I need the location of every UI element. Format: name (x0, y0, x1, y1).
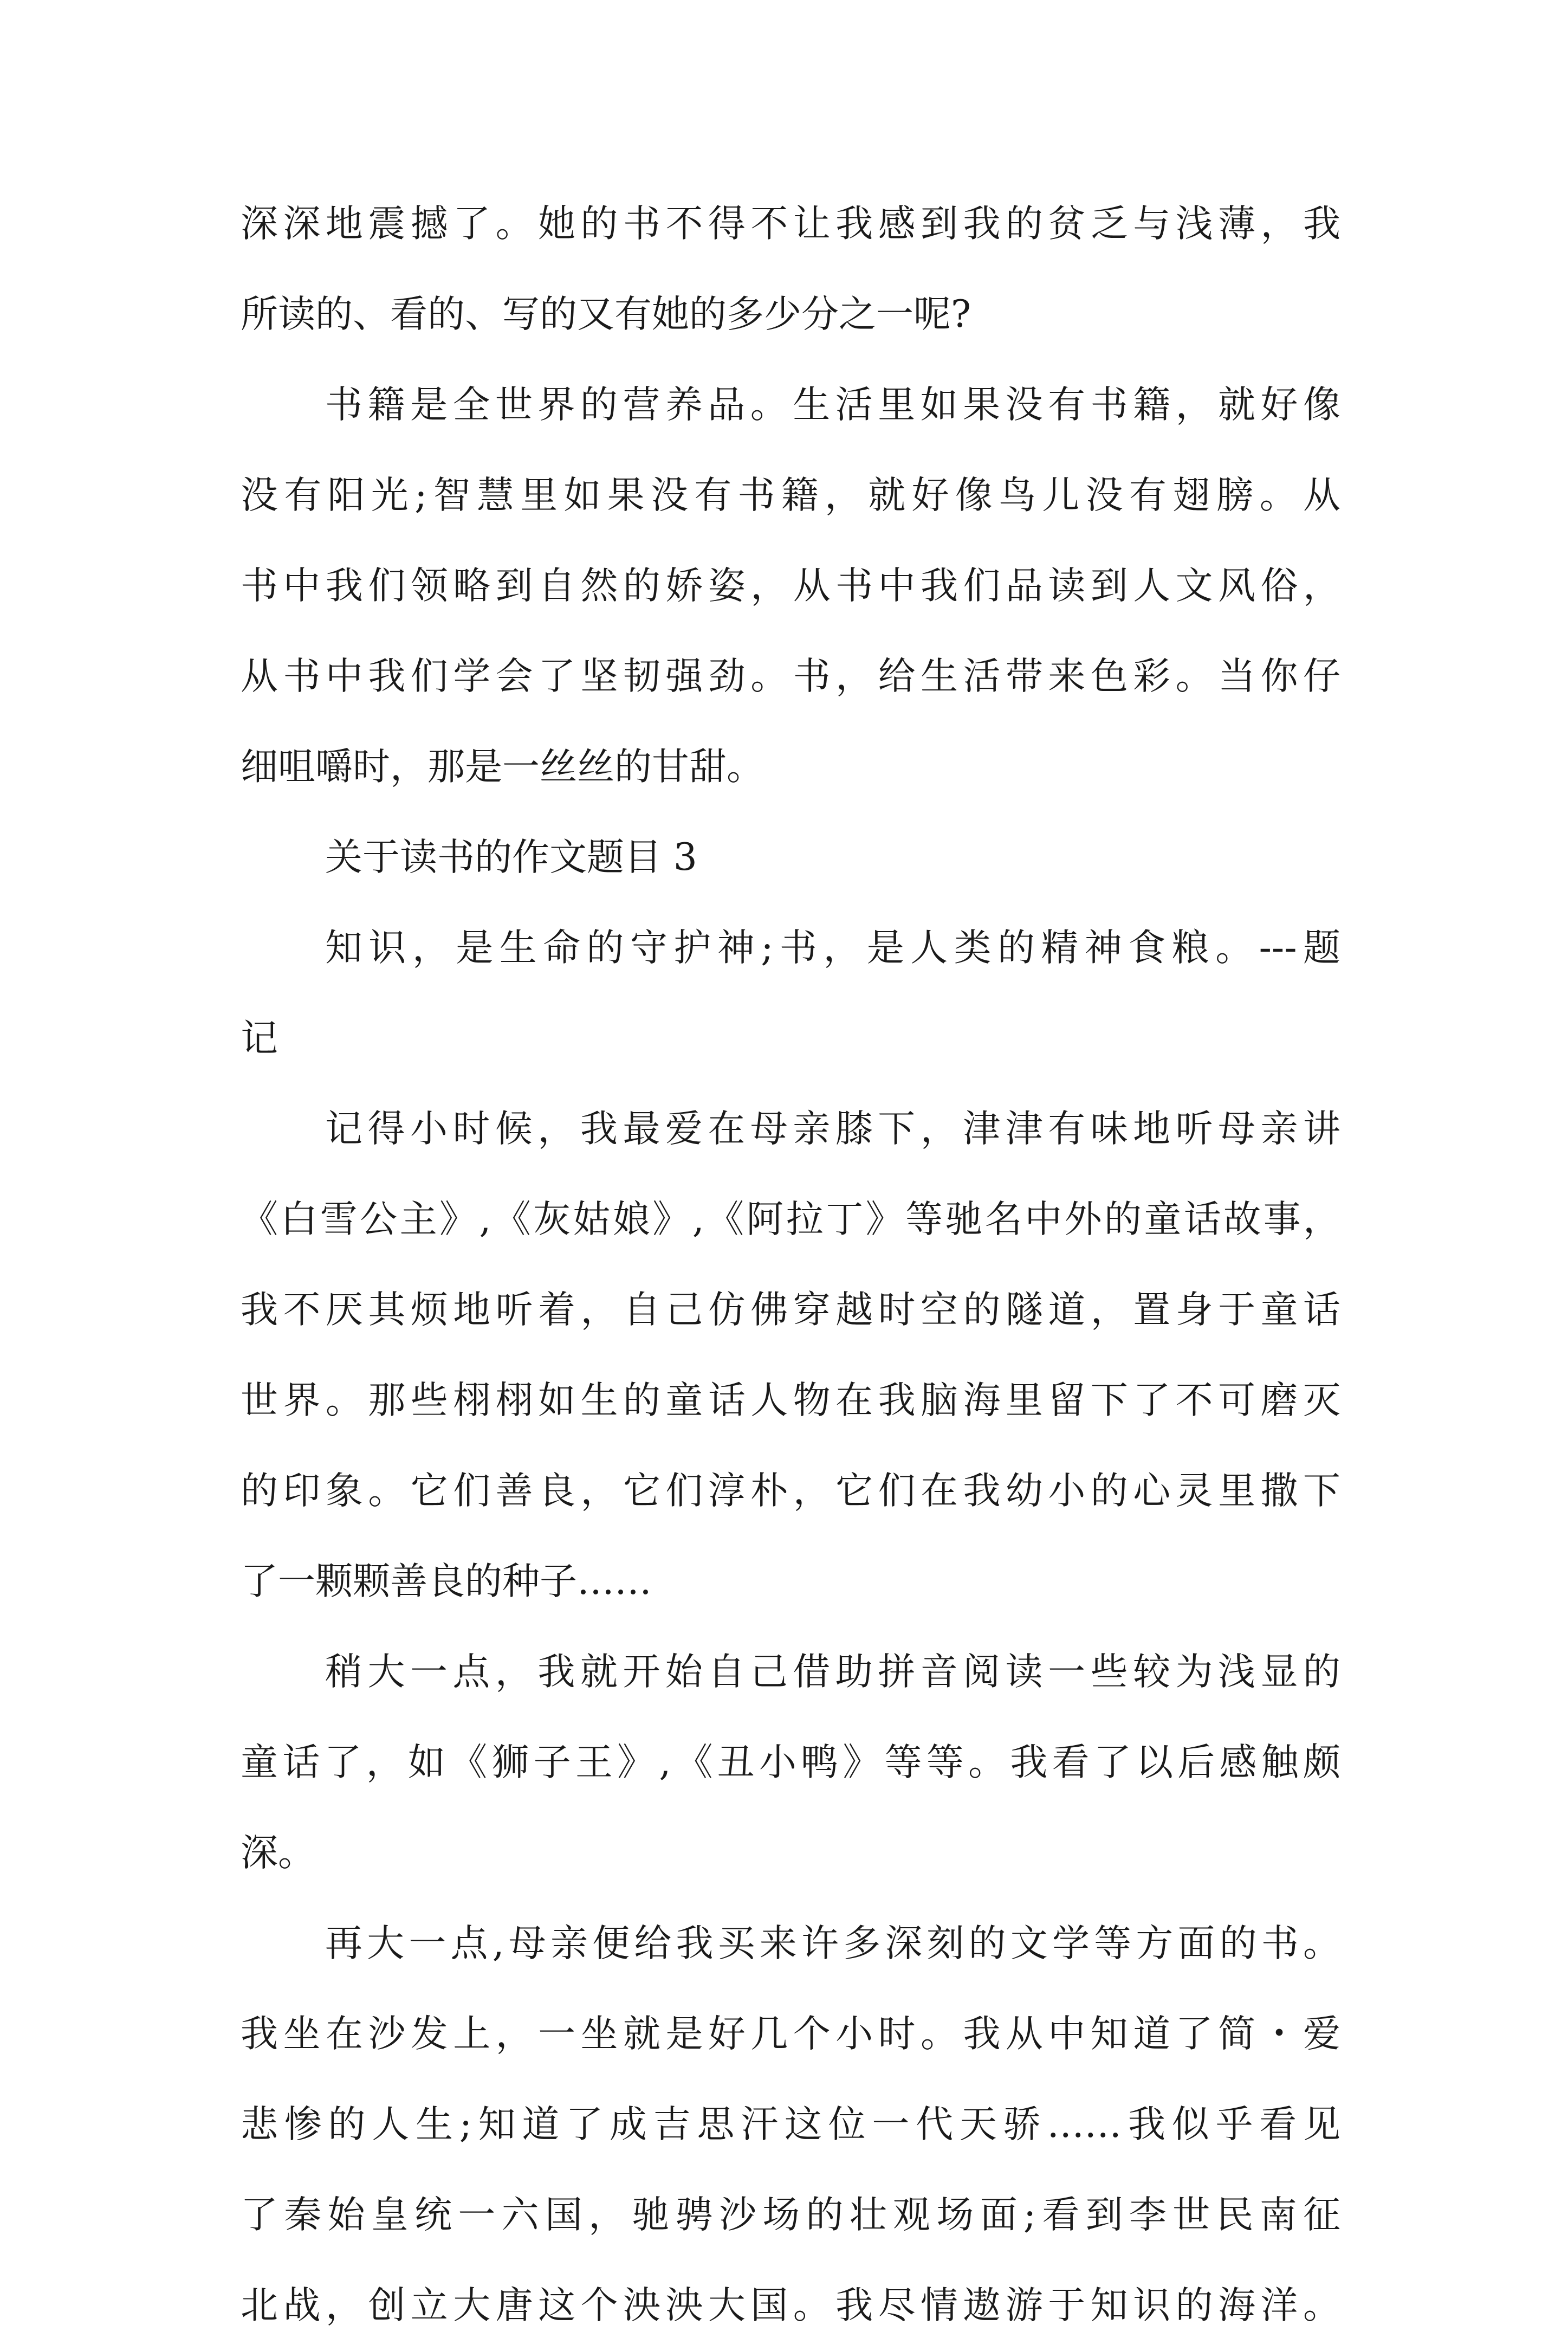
text-line: 了秦始皇统一六国，驰骋沙场的壮观场面;看到李世民南征 (241, 2193, 1340, 2237)
paragraph-first-line: 记得小时候，我最爱在母亲膝下，津津有味地听母亲讲 (325, 1107, 1340, 1151)
text-line: 所读的、看的、写的又有她的多少分之一呢? (241, 293, 971, 336)
text-line: 没有阳光;智慧里如果没有书籍，就好像鸟儿没有翅膀。从 (241, 474, 1340, 517)
paragraph-first-line: 再大一点,母亲便给我买来许多深刻的文学等方面的书。 (325, 1922, 1340, 1965)
text-line: 悲惨的人生;知道了成吉思汗这位一代天骄……我似乎看见 (241, 2103, 1340, 2146)
text-line: 书中我们领略到自然的娇姿，从书中我们品读到人文风俗， (241, 564, 1340, 608)
text-line: 深。 (241, 1831, 315, 1875)
text-line: 世界。那些栩栩如生的童话人物在我脑海里留下了不可磨灭 (241, 1379, 1340, 1422)
paragraph-first-line: 稍大一点，我就开始自己借助拼音阅读一些较为浅显的 (325, 1650, 1340, 1694)
text-line: 童话了，如《狮子王》,《丑小鸭》等等。我看了以后感触颇 (241, 1741, 1340, 1784)
text-line: 深深地震撼了。她的书不得不让我感到我的贫乏与浅薄，我 (241, 202, 1340, 246)
section-heading: 关于读书的作文题目 3 (325, 836, 697, 879)
text-line: 细咀嚼时，那是一丝丝的甘甜。 (241, 745, 764, 789)
paragraph-first-line: 书籍是全世界的营养品。生活里如果没有书籍，就好像 (325, 383, 1340, 427)
epigraph-line: 知识，是生命的守护神;书，是人类的精神食粮。---题 (325, 926, 1340, 970)
text-line: 从书中我们学会了坚韧强劲。书，给生活带来色彩。当你仔 (241, 655, 1340, 698)
text-line: 《白雪公主》,《灰姑娘》,《阿拉丁》等驰名中外的童话故事， (241, 1198, 1340, 1241)
document-body (241, 179, 1340, 2351)
text-line: 记 (241, 1017, 278, 1060)
text-line: 的印象。它们善良，它们淳朴，它们在我幼小的心灵里撒下 (241, 1469, 1340, 1513)
text-line: 了一颗颗善良的种子…… (241, 1560, 652, 1603)
text-line: 我不厌其烦地听着，自己仿佛穿越时空的隧道，置身于童话 (241, 1288, 1340, 1332)
text-line: 我坐在沙发上，一坐就是好几个小时。我从中知道了简・爱 (241, 2012, 1340, 2056)
text-line: 北战，创立大唐这个泱泱大国。我尽情遨游于知识的海洋。 (241, 2284, 1340, 2327)
